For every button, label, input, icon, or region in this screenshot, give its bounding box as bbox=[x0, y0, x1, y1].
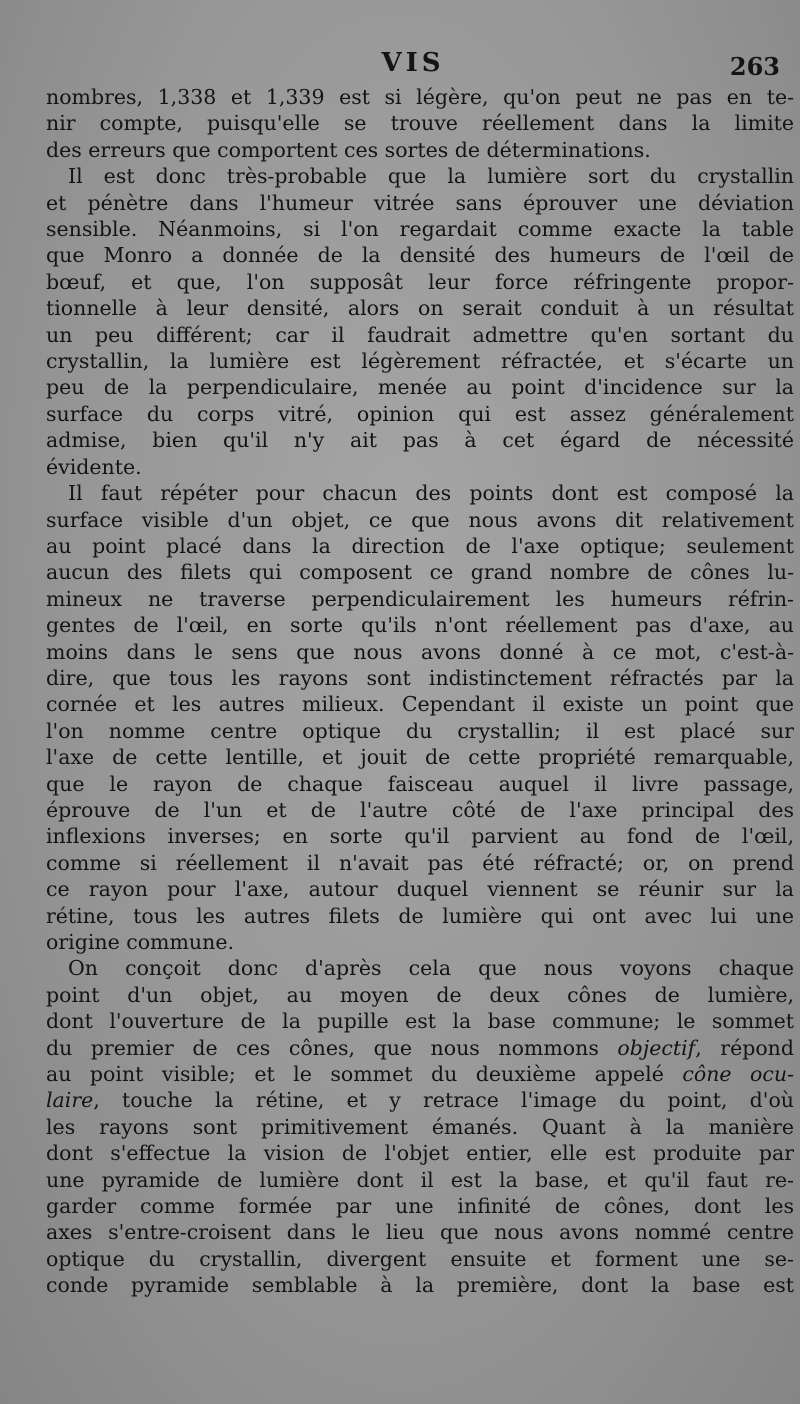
text-line: surface du corps vitré, opinion qui est assez généralement bbox=[46, 401, 794, 426]
text-line: dont l'ouverture de la pupille est la base commune; le sommet bbox=[46, 1009, 794, 1034]
text-line: Il est donc très-probable que la lumière sort du crystallin bbox=[68, 164, 794, 189]
text-line: les rayons sont primitivement émanés. Quant à la manière bbox=[46, 1114, 794, 1139]
text-line: aucun des filets qui composent ce grand nombre de cônes lu- bbox=[46, 560, 794, 585]
text-line: l'on nomme centre optique du crystallin; il est placé sur bbox=[46, 718, 794, 743]
text-line: éprouve de l'un et de l'autre côté de l'axe principal des bbox=[46, 797, 794, 822]
text-line: On conçoit donc d'après cela que nous voyons chaque bbox=[68, 956, 794, 981]
text-line: bœuf, et que, l'on supposât leur force réfringente propor- bbox=[46, 269, 794, 294]
text-line: ce rayon pour l'axe, autour duquel viennent se réunir sur la bbox=[46, 877, 794, 902]
text-line: gentes de l'œil, en sorte qu'ils n'ont réellement pas d'axe, au bbox=[46, 613, 794, 638]
text-line: nombres, 1,338 et 1,339 est si légère, qu'on peut ne pas en te- bbox=[46, 85, 794, 109]
text-line: cornée et les autres milieux. Cependant il existe un point que bbox=[46, 692, 794, 717]
text-line: inflexions inverses; en sorte qu'il parvient au fond de l'œil, bbox=[46, 824, 794, 849]
text-line: au point placé dans la direction de l'axe optique; seulement bbox=[46, 533, 794, 558]
text-line: moins dans le sens que nous avons donné à ce mot, c'est-à- bbox=[46, 639, 794, 664]
text-line: comme si réellement il n'avait pas été réfracté; or, on prend bbox=[46, 850, 794, 875]
text-line: évidente. bbox=[46, 454, 142, 479]
text-line: dire, que tous les rayons sont indistinctement réfractés par la bbox=[46, 665, 794, 690]
text-line: nir compte, puisqu'elle se trouve réellement dans la limite bbox=[46, 111, 794, 136]
text-line: sensible. Néanmoins, si l'on regardait comme exacte la table bbox=[46, 217, 794, 242]
body-text bbox=[46, 84, 794, 1299]
text-line: origine commune. bbox=[46, 930, 234, 954]
text-line: rétine, tous les autres filets de lumière qui ont avec lui une bbox=[46, 903, 794, 928]
page-number: 263 bbox=[729, 52, 780, 81]
text-line: l'axe de cette lentille, et jouit de cette propriété remarquable, bbox=[46, 745, 794, 770]
text-line: admise, bien qu'il n'y ait pas à cet égard de nécessité bbox=[46, 428, 794, 453]
text-line: garder comme formée par une infinité de cônes, dont les bbox=[46, 1194, 794, 1219]
text-line: du premier de ces cônes, que nous nommons objectif, répond bbox=[46, 1035, 794, 1060]
text-line: un peu différent; car il faudrait admettre qu'en sortant du bbox=[46, 322, 794, 347]
text-line: dont s'effectue la vision de l'objet entier, elle est produite par bbox=[46, 1141, 794, 1166]
text-line: optique du crystallin, divergent ensuite et forment une se- bbox=[46, 1246, 794, 1271]
text-line: conde pyramide semblable à la première, dont la base est bbox=[46, 1273, 794, 1298]
text-line: et pénètre dans l'humeur vitrée sans éprouver une déviation bbox=[46, 190, 794, 215]
text-line: que Monro a donnée de la densité des humeurs de l'œil de bbox=[46, 243, 794, 268]
text-line: une pyramide de lumière dont il est la base, et qu'il faut re- bbox=[46, 1167, 794, 1192]
text-line: point d'un objet, au moyen de deux cônes de lumière, bbox=[46, 982, 794, 1007]
text-line: surface visible d'un objet, ce que nous avons dit relativement bbox=[46, 507, 794, 532]
text-line: tionnelle à leur densité, alors on serait conduit à un résultat bbox=[46, 296, 794, 321]
text-line: laire, touche la rétine, et y retrace l'image du point, d'où bbox=[46, 1088, 794, 1113]
text-line: crystallin, la lumière est légèrement réfractée, et s'écarte un bbox=[46, 349, 794, 374]
running-head bbox=[46, 48, 780, 88]
text-line: mineux ne traverse perpendiculairement les humeurs réfrin- bbox=[46, 586, 794, 611]
page-title: VIS bbox=[381, 48, 445, 78]
text-line: des erreurs que comportent ces sortes de déterminations. bbox=[46, 137, 651, 162]
text-line: Il faut répéter pour chacun des points dont est composé la bbox=[68, 481, 794, 506]
text-line: axes s'entre-croisent dans le lieu que nous avons nommé centre bbox=[46, 1220, 794, 1245]
text-line: au point visible; et le sommet du deuxième appelé cône ocu- bbox=[46, 1062, 794, 1087]
text-line: que le rayon de chaque faisceau auquel il livre passage, bbox=[46, 771, 794, 796]
text-line: peu de la perpendiculaire, menée au point d'incidence sur la bbox=[46, 375, 794, 400]
